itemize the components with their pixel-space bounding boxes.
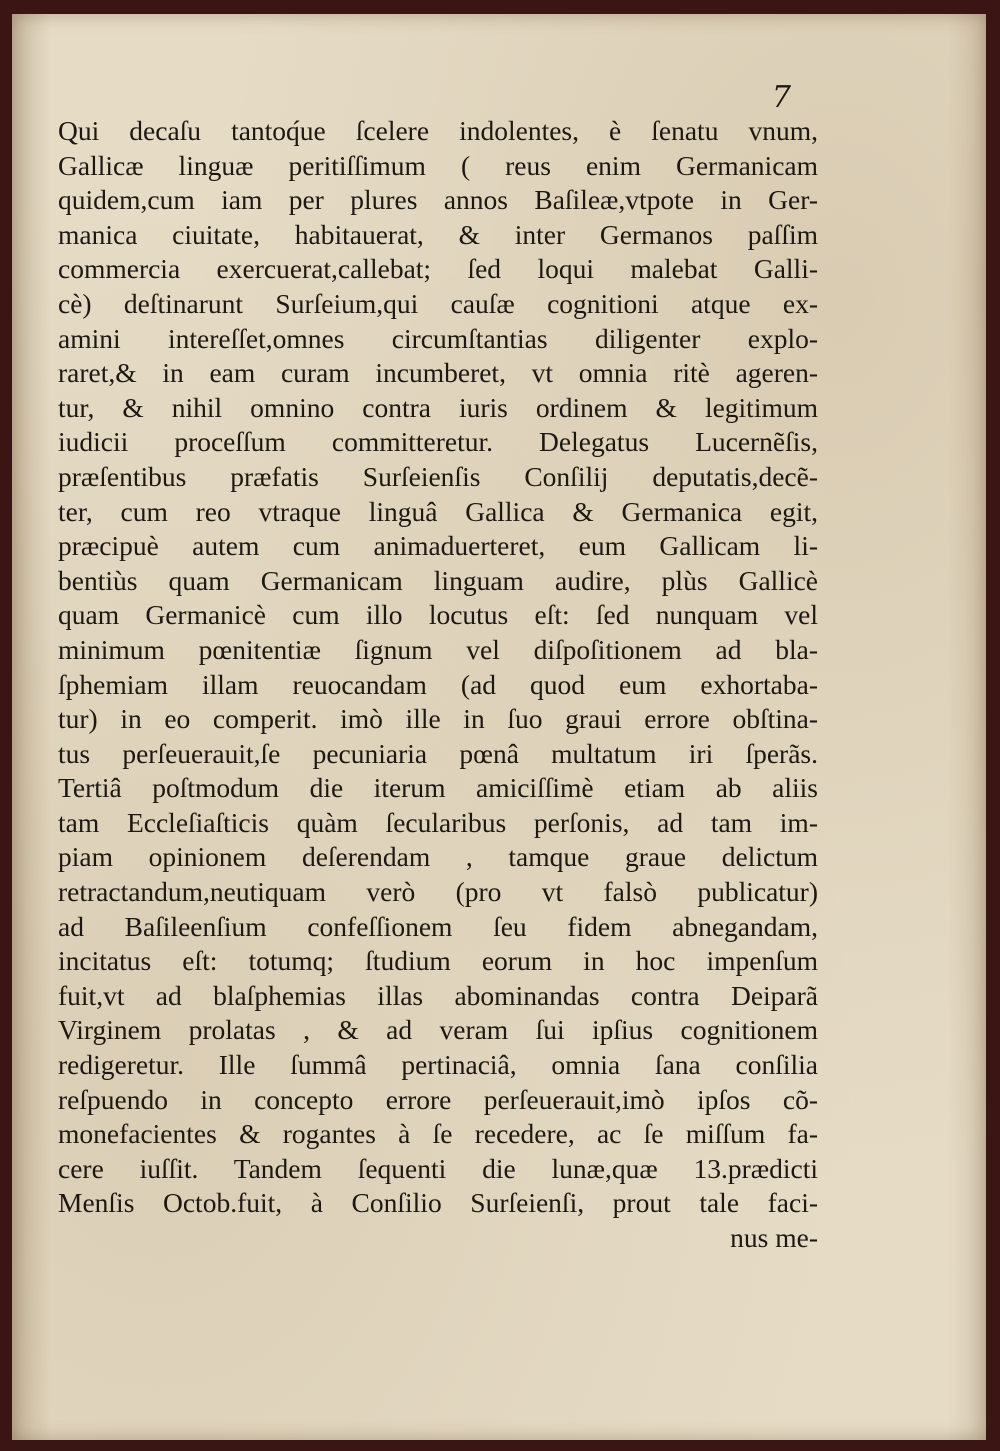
text-line: manica ciuitate, habitauerat, & inter Germanos paſſim [58, 218, 818, 250]
text-line: redigeretur. Ille ſummâ pertinaciâ, omnia ſana conſilia [58, 1049, 818, 1081]
text-line: præſentibus præfatis Surſeienſis Conſilij deputatis,decẽ- [58, 460, 818, 492]
text-line: tus perſeuerauit,ſe pecuniaria pœnâ multatum iri ſperãs. [58, 737, 818, 769]
text-line: cere iuſſit. Tandem ſequenti die lunæ,quæ 13.prædicti [58, 1152, 818, 1184]
page-number: 7 [771, 80, 791, 115]
text-line: iudicii proceſſum committeretur. Delegatus Lucernẽſis, [58, 426, 818, 458]
text-line: præcipuè autem cum animaduerteret, eum Gallicam li- [58, 530, 818, 562]
text-line: Gallicæ linguæ peritiſſimum ( reus enim Germanicam [58, 149, 818, 181]
text-line: amini intereſſet,omnes circumſtantias diligenter explo- [58, 322, 818, 354]
text-line: commercia exercuerat,callebat; ſed loqui malebat Galli- [58, 253, 818, 285]
text-line: cè) deſtinarunt Surſeium,qui cauſæ cognitioni atque ex- [58, 287, 818, 319]
book-page [12, 14, 986, 1440]
text-line: incitatus eſt: totumq; ſtudium eorum in hoc impenſum [58, 945, 818, 977]
text-line: raret,& in eam curam incumberet, vt omnia ritè ageren- [58, 357, 818, 389]
text-line: Virginem prolatas , & ad veram ſui ipſius cognitionem [58, 1014, 818, 1046]
text-line: quam Germanicè cum illo locutus eſt: ſed nunquam vel [58, 599, 818, 631]
text-line: ſphemiam illam reuocandam (ad quod eum exhortaba- [58, 668, 818, 700]
text-line: tam Eccleſiaſticis quàm ſecularibus perſonis, ad tam im- [58, 806, 818, 838]
text-line: Qui decaſu tantoq́ue ſcelere indolentes, è ſenatu vnum, [58, 115, 818, 146]
catchword: nus me- [730, 1222, 818, 1253]
text-line: tur) in eo comperit. imò ille in ſuo graui errore obſtina- [58, 703, 818, 735]
text-line: quidem,cum iam per plures annos Baſileæ,vtpote in Ger- [58, 184, 818, 216]
text-line: ter, cum reo vtraque linguâ Gallica & Germanica egit, [58, 495, 818, 527]
text-line: tur, & nihil omnino contra iuris ordinem & legitimum [58, 391, 818, 423]
body-text [58, 114, 818, 1256]
text-line: retractandum,neutiquam verò (pro vt falsò publicatur) [58, 876, 818, 908]
text-line: reſpuendo in concepto errore perſeuerauit,imò ipſos cõ- [58, 1083, 818, 1115]
text-line: monefacientes & rogantes à ſe recedere, ac ſe miſſum fa- [58, 1118, 818, 1150]
text-line: piam opinionem deſerendam , tamque graue delictum [58, 841, 818, 873]
text-line: fuit,vt ad blaſphemias illas abominandas contra Deiparã [58, 979, 818, 1011]
text-line: Menſis Octob.fuit, à Conſilio Surſeienſi, prout tale faci- [58, 1187, 818, 1219]
text-line: bentiùs quam Germanicam linguam audire, plùs Gallicè [58, 564, 818, 596]
text-line: Tertiâ poſtmodum die iterum amiciſſimè etiam ab aliis [58, 772, 818, 804]
text-line: ad Baſileenſium confeſſionem ſeu fidem abnegandam, [58, 910, 818, 942]
text-line: minimum pœnitentiæ ſignum vel diſpoſitionem ad bla- [58, 633, 818, 665]
